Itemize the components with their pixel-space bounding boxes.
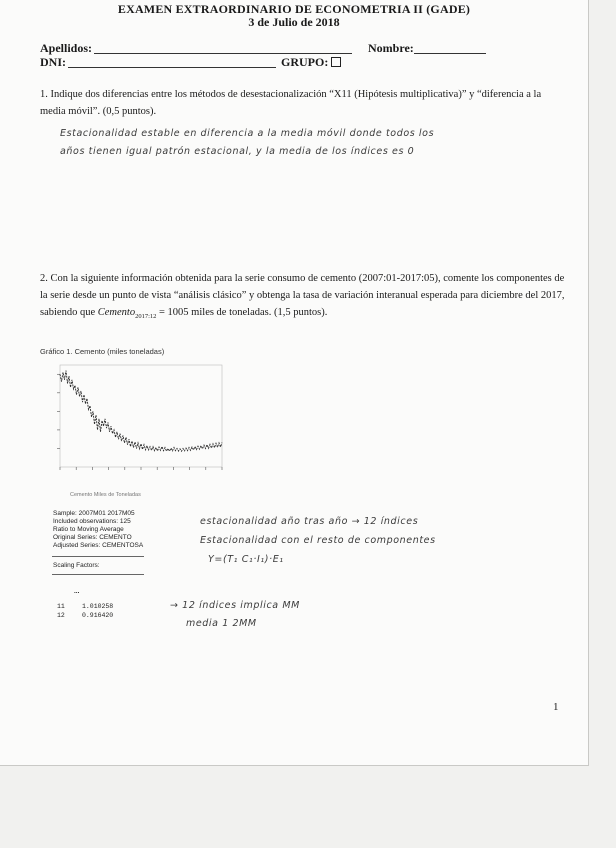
output-adjusted: Adjusted Series: CEMENTOSA <box>53 542 144 549</box>
chart-x-ticks <box>60 467 222 470</box>
nombre-field[interactable] <box>414 53 486 54</box>
output-method: Ratio to Moving Average <box>53 526 124 533</box>
exam-title: EXAMEN EXTRAORDINARIO DE ECONOMETRIA II (GADE) <box>117 2 471 16</box>
question-1-text: 1. Indique dos diferencias entre los métodos de desestacionalización “X11 (Hipótesis multiplicativa)” y “diferencia a la media móvil”. (0,5 puntos). <box>40 89 542 117</box>
question-1-answer-line-2: años tienen igual patrón estacional, y la media de los índices es 0 <box>60 146 415 157</box>
output-obs: Included observations: 125 <box>53 518 131 525</box>
output-ellipsis: ... <box>74 588 80 595</box>
cemento-chart <box>38 357 230 497</box>
page-number: 1 <box>553 701 559 713</box>
dni-label: DNI: <box>40 55 66 69</box>
chart-frame <box>60 365 222 467</box>
formula-subscript: 2017:12 <box>135 313 157 321</box>
chart-y-ticks <box>57 374 60 448</box>
apellidos-field[interactable] <box>94 53 352 54</box>
question-2-answer-line-2: Estacionalidad con el resto de componentes <box>200 535 436 546</box>
apellidos-label: Apellidos: <box>40 41 93 55</box>
row-11-label: 11 <box>57 603 65 610</box>
row-12-value: 0.916420 <box>82 612 114 619</box>
question-1-answer-line-1: Estacionalidad estable en diferencia a la media móvil donde todos los <box>60 128 435 139</box>
exam-date: 3 de Julio de 2018 <box>248 15 340 29</box>
question-2-answer-line-3: Y=(T₁ C₁·I₁)·E₁ <box>208 554 284 565</box>
output-divider-1 <box>52 556 144 557</box>
nombre-label: Nombre: <box>368 41 414 55</box>
dni-field[interactable] <box>68 67 276 68</box>
output-original: Original Series: CEMENTO <box>53 534 132 541</box>
grupo-label: GRUPO: <box>281 55 341 70</box>
grupo-checkbox[interactable] <box>331 57 341 67</box>
output-sample: Sample: 2007M01 2017M05 <box>53 510 135 517</box>
question-2-answer-line-4: → 12 índices implica MM <box>170 600 300 611</box>
chart-x-label: Cemento Miles de Toneladas <box>70 492 141 498</box>
chart-caption: Gráfico 1. Cemento (miles toneladas) <box>40 347 165 356</box>
output-divider-2 <box>52 574 144 575</box>
series-line-cemento <box>60 371 222 452</box>
chart-grid <box>60 365 222 467</box>
question-2-answer-line-1: estacionalidad año tras año → 12 índices <box>200 516 419 527</box>
scaling-header: Scaling Factors: <box>53 562 100 569</box>
row-11-value: 1.010258 <box>82 603 114 610</box>
question-2-text: 2. Con la siguiente información obtenida para la serie consumo de cemento (2007:01-2017:05), comente los componentes de la serie desde un punto de vista “análisis clásico” y obtenga la tasa de variación interanual esperada para diciembre del 2017, sabiendo que Cemento$_{2017:12}$ = 1005 miles de toneladas. (1,5 puntos). <box>40 273 565 321</box>
question-2-answer-line-5: media 1 2MM <box>186 618 257 629</box>
formula-cemento: Cemento <box>97 307 136 318</box>
row-12-label: 12 <box>57 612 65 619</box>
